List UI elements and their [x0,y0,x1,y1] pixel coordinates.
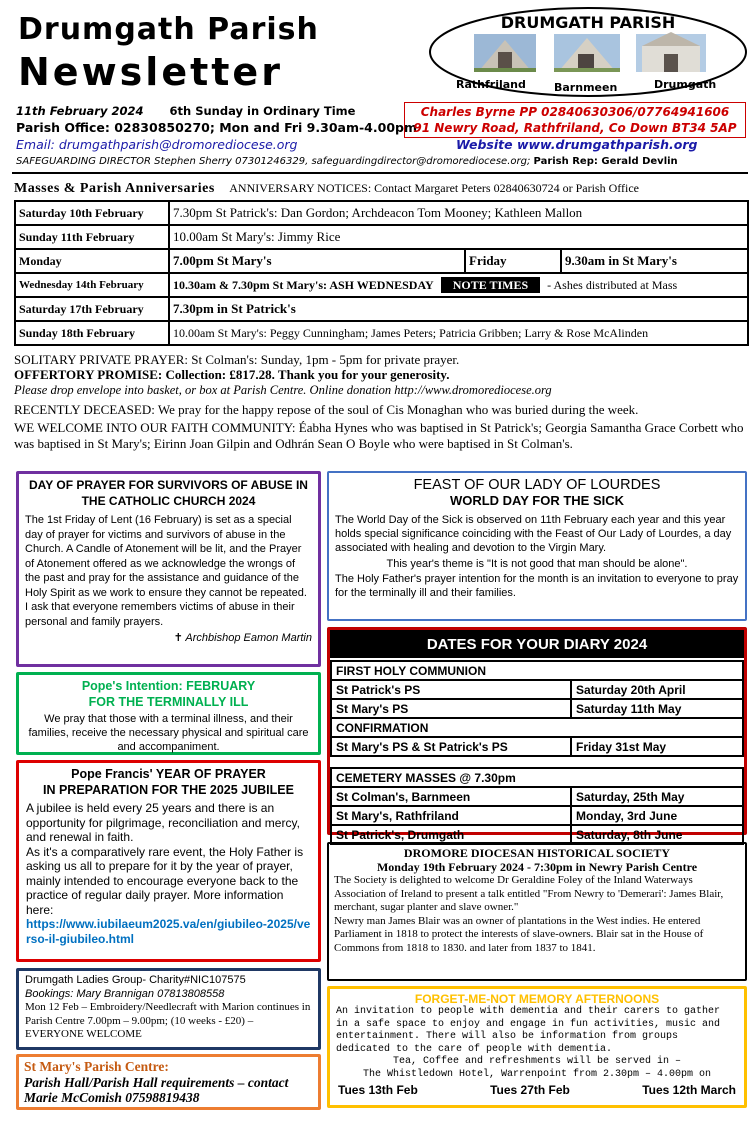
ladies-title: Drumgath Ladies Group- Charity#NIC107575 [25,974,246,986]
lourdes-subtitle: WORLD DAY FOR THE SICK [449,493,625,508]
mass-details: 7.30pm St Patrick's: Dan Gordon; Archdeacon Tom Mooney; Kathleen Mallon [169,201,748,225]
diary-place: St Mary's PS & St Patrick's PS [331,737,571,756]
table-row [15,321,748,345]
church-photo-1 [474,34,536,72]
parish-logo [428,6,748,98]
diary-box [327,627,747,842]
jubilee-link[interactable]: https://www.iubilaeum2025.va/en/giubileo-2025/verso-il-giubileo.html [26,917,311,946]
church-photo-3 [636,32,706,72]
jubilee-p2: As it's a comparatively rare event, the Holy Father is asking us all to prepare for it by the year of prayer, mainly intended to encourage everyone back to the practice of regular daily prayer. More information here: [26,844,304,917]
lourdes-p3: The Holy Father's prayer intention for the month is an invitation to everyone to pray for the terminally ill and their families. [335,572,739,599]
diary-row [331,680,743,699]
mass-details: 10.00am St Mary's: Peggy Cunningham; James Peters; Patricia Gribben; Larry & Rose McAlinden [169,321,748,345]
pope-intention-box [16,672,321,755]
intention-title2: FOR THE TERMINALLY ILL [88,695,249,709]
mass-details: 10.00am St Mary's: Jimmy Rice [169,225,748,249]
date-line [16,104,355,119]
forget-date: Tues 27th Feb [490,1083,570,1097]
diary-row [331,806,743,825]
header-divider [12,172,748,174]
recently-deceased: RECENTLY DECEASED: We pray for the happy repose of the soul of Cis Monaghan who was buried during the week. [14,402,639,417]
jubilee-p1: A jubilee is held every 25 years and there is an opportunity for pilgrimage, reconciliation and mercy, and renewal in faith. [26,801,300,844]
mass-day: Wednesday 14th February [15,273,169,297]
note-times-badge: NOTE TIMES [441,277,540,293]
diary-place: St Mary's PS [331,699,571,718]
mass-details: 7.30pm in St Patrick's [169,297,748,321]
diary-date: Saturday 20th April [571,680,743,699]
abuse-signature: ✝ Archbishop Eamon Martin [173,632,312,644]
jubilee-box [16,760,321,962]
mass-day-2: Friday [465,249,561,273]
email-line[interactable]: Email: drumgathparish@dromorediocese.org [16,137,298,152]
mass-details: 7.00pm St Mary's [169,249,465,273]
masses-heading-line [14,180,639,197]
diary-table [330,660,744,845]
ladies-bookings: Bookings: Mary Brannigan 07813808558 [25,987,225,1000]
diary-date: Saturday, 8th June [571,825,743,844]
mass-day: Sunday 11th February [15,225,169,249]
safeguarding-line [16,154,678,169]
ladies-event: Mon 12 Feb – Embroidery/Needlecraft with Marion continues in Parish Centre 7.00pm – 9.00pm; (10 weeks - £20) – EVERYONE WELCOME [25,1001,311,1040]
lourdes-p1: The World Day of the Sick is observed on 11th February each year and this year holds special significance coinciding with the Feast of Our Lady of Lourdes, a day associated with healing and devotion to the Virgin Mary. [335,514,732,554]
parish-address: 91 Newry Road, Rathfriland, Co Down BT34 5AP [413,121,737,135]
historical-p1: The Society is delighted to welcome Dr Geraldine Foley of the Inland Waterways Association of Ireland to present a talk entitled "From Newry to 'Demerari': James Blair, merchant, sugar planter and slave owner." [334,874,724,913]
intention-body: We pray that those with a terminal illness, and their families, receive the necessary physical and spiritual care and accompaniment. [28,713,309,753]
logo-title: DRUMGATH PARISH [500,13,676,32]
forget-title: FORGET-ME-NOT MEMORY AFTERNOONS [414,992,660,1006]
lourdes-box [327,471,747,621]
diary-row [331,737,743,756]
mass-details-2: 9.30am in St Mary's [561,249,748,273]
diary-section-row [331,661,743,680]
table-row [15,225,748,249]
ladies-group-box [16,968,321,1050]
lourdes-title: FEAST OF OUR LADY OF LOURDES [413,477,661,493]
parish-rep: Parish Rep: Gerald Devlin [533,156,678,167]
logo-place-3: Drumgath [654,78,717,91]
diary-gap-row [331,756,743,768]
diary-section: FIRST HOLY COMMUNION [331,661,743,680]
centre-body: Parish Hall/Parish Hall requirements – contact Marie McComish 07598819438 [24,1075,289,1105]
newsletter-title-line1: Drumgath Parish [18,12,319,47]
diary-section: CONFIRMATION [331,718,743,737]
website-line[interactable]: Website www.drumgathparish.org [456,137,698,152]
diary-date: Saturday 11th May [571,699,743,718]
office-hours: Parish Office: 02830850270; Mon and Fri 9.30am-4.00pm [16,120,417,135]
diary-place: St Mary's, Rathfriland [331,806,571,825]
logo-place-2: Barnmeen [554,81,618,94]
mass-day: Saturday 17th February [15,297,169,321]
logo-place-1: Rathfriland [456,78,526,91]
diary-date: Friday 31st May [571,737,743,756]
forget-date: Tues 13th Feb [338,1083,418,1097]
mass-details: 10.30am & 7.30pm St Mary's: ASH WEDNESDAY [173,277,434,292]
abuse-body: The 1st Friday of Lent (16 February) is set as a special day of prayer for victims and survivors of abuse in the Church. A Candle of Atonement will be lit, and the Prayer of Atonement offered as we acknowledge the wrongs of the past and pray for the assistance and guidance of the Holy Spirit as we work to ensure they cannot be repeated. I ask that everyone remembers victims of abuse in their personal and family prayers. [25,514,307,628]
diary-row [331,699,743,718]
envelope-note: Please drop envelope into basket, or box at Parish Centre. Online donation http://www.dromorediocese.org [14,383,552,397]
mass-note: - Ashes distributed at Mass [547,277,678,292]
diary-place: St Colman's, Barnmeen [331,787,571,806]
diary-date: Monday, 3rd June [571,806,743,825]
centre-title: St Mary's Parish Centre: [24,1059,169,1074]
mass-day: Saturday 10th February [15,201,169,225]
mass-day: Sunday 18th February [15,321,169,345]
diary-place: St Patrick's, Drumgath [331,825,571,844]
table-row [15,297,748,321]
forget-me-not-box [327,986,747,1108]
safeguarding-contact: SAFEGUARDING DIRECTOR Stephen Sherry 07301246329, safeguardingdirector@dromorediocese.org; [16,156,531,167]
church-photo-2 [554,34,620,72]
liturgical-day: 6th Sunday in Ordinary Time [169,104,356,118]
issue-date: 11th February 2024 [16,104,144,118]
solitary-prayer: SOLITARY PRIVATE PRAYER: St Colman's: Sunday, 1pm - 5pm for private prayer. [14,352,460,367]
mass-day: Monday [15,249,169,273]
priest-contact: Charles Byrne PP 02840630306/07764941606 [420,105,730,119]
jubilee-title2: IN PREPARATION FOR THE 2025 JUBILEE [43,783,294,797]
diary-date: Saturday, 25th May [571,787,743,806]
masses-heading: Masses & Parish Anniversaries [14,181,215,196]
diary-place: St Patrick's PS [331,680,571,699]
mass-schedule-table [14,200,749,346]
forget-dates [336,1083,738,1097]
historical-p2: Newry man James Blair was an owner of plantations in the West indies. He entered Parliament in 1818 to protect the interests of slave-owners. Blair sat in the House of Commons from 1818 to 1830. and later from 1837 to 1841. [334,914,704,954]
forget-date: Tues 12th March [642,1083,736,1097]
historical-date: Monday 19th February 2024 - 7:30pm in Newry Parish Centre [376,859,698,874]
table-row [15,273,748,297]
diary-row [331,787,743,806]
newsletter-title-line2: Newsletter [18,50,283,94]
diary-section: CEMETERY MASSES @ 7.30pm [331,768,743,787]
priest-contact-box [404,102,746,138]
diary-section-row [331,768,743,787]
historical-title: DROMORE DIOCESAN HISTORICAL SOCIETY [403,846,671,860]
parish-centre-box [16,1054,321,1110]
lourdes-p2: This year's theme is "It is not good that man should be alone". [386,558,688,570]
intention-title1: Pope's Intention: FEBRUARY [81,679,256,693]
jubilee-title1: Pope Francis' YEAR OF PRAYER [71,767,266,781]
abuse-prayer-box [16,471,321,667]
anniversary-notice: ANNIVERSARY NOTICES: Contact Margaret Peters 02840630724 or Parish Office [229,181,639,195]
svg-text:Rathfriland Barnmeen [456,78,716,94]
faith-community: WE WELCOME INTO OUR FAITH COMMUNITY: Éabha Hynes who was baptised in St Patrick's; Georgia Samantha Grace Corbett who was baptised in St Mary's; Eirinn Joan Gilpin and Odhrán Sean O Boyle who were baptised in St Colman's. [14,420,744,451]
table-row [15,201,748,225]
forget-p3: The Whistledown Hotel, Warrenpoint from 2.30pm – 4.00pm on [362,1068,712,1080]
diary-section-row [331,718,743,737]
offertory-promise: OFFERTORY PROMISE: Collection: £817.28. Thank you for your generosity. [14,367,450,382]
forget-p1: An invitation to people with dementia and their carers to gather in a safe space to enjoy and engage in fun activities, music and entertainment. There will also be information from groups dedicated to the care of people with dementia. [336,1006,721,1055]
abuse-title: DAY OF PRAYER FOR SURVIVORS OF ABUSE IN THE CATHOLIC CHURCH 2024 [29,478,308,508]
forget-p2: Tea, Coffee and refreshments will be served in – [392,1056,682,1067]
table-row [15,249,748,273]
diary-title: DATES FOR YOUR DIARY 2024 [330,630,744,660]
historical-box [327,842,747,981]
